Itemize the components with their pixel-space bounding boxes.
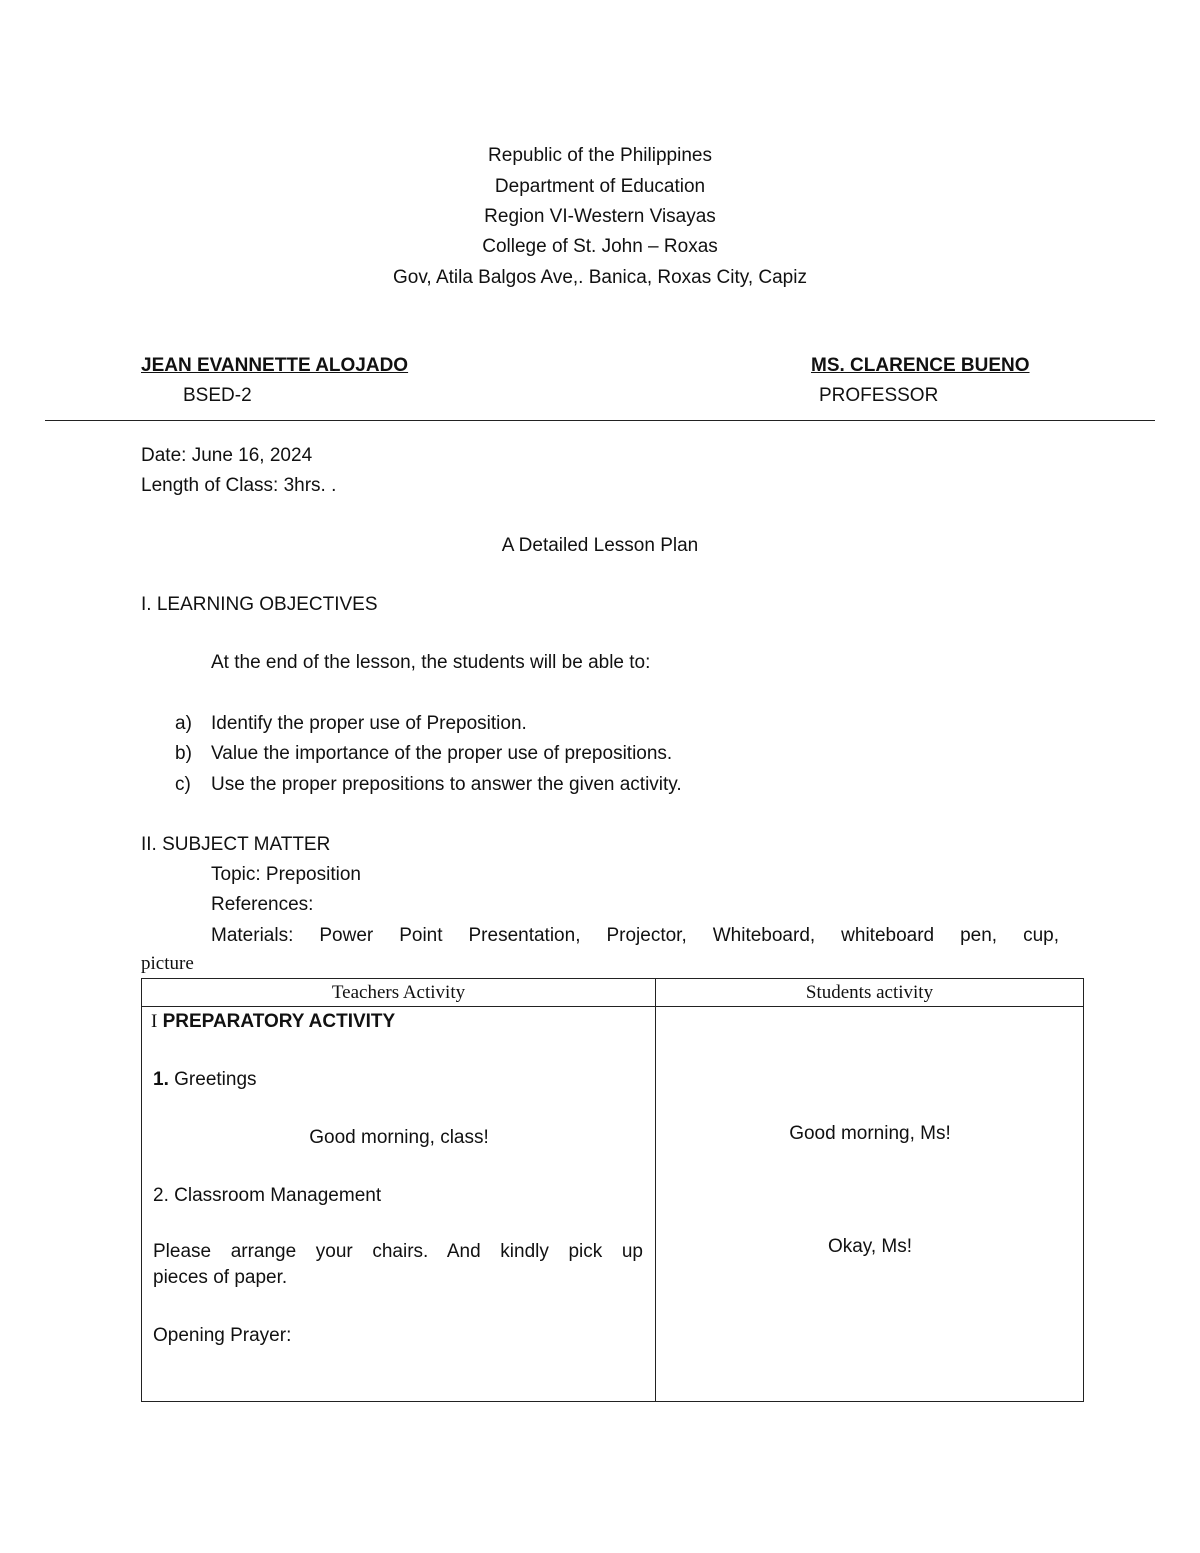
objectives-intro: At the end of the lesson, the students will be able to:	[211, 652, 651, 673]
class-date: Date: June 16, 2024	[141, 445, 313, 466]
subject-materials-cont: picture	[141, 953, 194, 974]
objective-marker: c)	[175, 774, 191, 795]
header-department: Department of Education	[494, 176, 706, 197]
student-activity-header: Students activity	[656, 979, 1084, 1007]
objective-item: Value the importance of the proper use of prepositions.	[211, 743, 673, 764]
objectives-heading: I. LEARNING OBJECTIVES	[141, 594, 378, 615]
student-activity-cell	[656, 1007, 1084, 1402]
objective-item: Identify the proper use of Preposition.	[211, 713, 527, 734]
header-divider	[45, 420, 1155, 421]
student-reply: Okay, Ms!	[827, 1236, 913, 1257]
teacher-activity-cell	[142, 1007, 656, 1402]
subject-topic: Topic: Preposition	[211, 864, 361, 885]
section-title: I PREPARATORY ACTIVITY	[151, 1011, 396, 1032]
professor-role: PROFESSOR	[819, 385, 939, 406]
objective-marker: b)	[175, 743, 192, 764]
subject-materials: Materials: Power Point Presentation, Projector, Whiteboard, whiteboard pen, cup,	[211, 925, 1059, 946]
opening-prayer: Opening Prayer:	[153, 1325, 292, 1346]
student-course: BSED-2	[183, 385, 252, 406]
student-reply: Good morning, Ms!	[789, 1123, 951, 1144]
header-republic: Republic of the Philippines	[488, 145, 712, 166]
plan-title: A Detailed Lesson Plan	[501, 535, 699, 556]
greetings-label: 1. Greetings	[153, 1069, 257, 1090]
teacher-instruction-cont: pieces of paper.	[153, 1267, 288, 1288]
lesson-table	[141, 978, 1084, 1402]
objective-item: Use the proper prepositions to answer the given activity.	[211, 774, 682, 795]
header-address: Gov, Atila Balgos Ave,. Banica, Roxas City, Capiz	[393, 267, 807, 288]
objective-marker: a)	[175, 713, 192, 734]
header-college: College of St. John – Roxas	[482, 236, 718, 257]
student-name: JEAN EVANNETTE ALOJADO	[141, 355, 409, 376]
teacher-greeting: Good morning, class!	[309, 1127, 489, 1148]
professor-name: MS. CLARENCE BUENO	[811, 355, 1030, 376]
teacher-activity-header: Teachers Activity	[142, 979, 656, 1007]
subject-heading: II. SUBJECT MATTER	[141, 834, 331, 855]
class-length: Length of Class: 3hrs. .	[141, 475, 337, 496]
teacher-instruction: Please arrange your chairs. And kindly pick up	[153, 1241, 643, 1262]
classroom-management: 2. Classroom Management	[153, 1185, 382, 1206]
subject-references: References:	[211, 894, 314, 915]
header-region: Region VI-Western Visayas	[484, 206, 716, 227]
